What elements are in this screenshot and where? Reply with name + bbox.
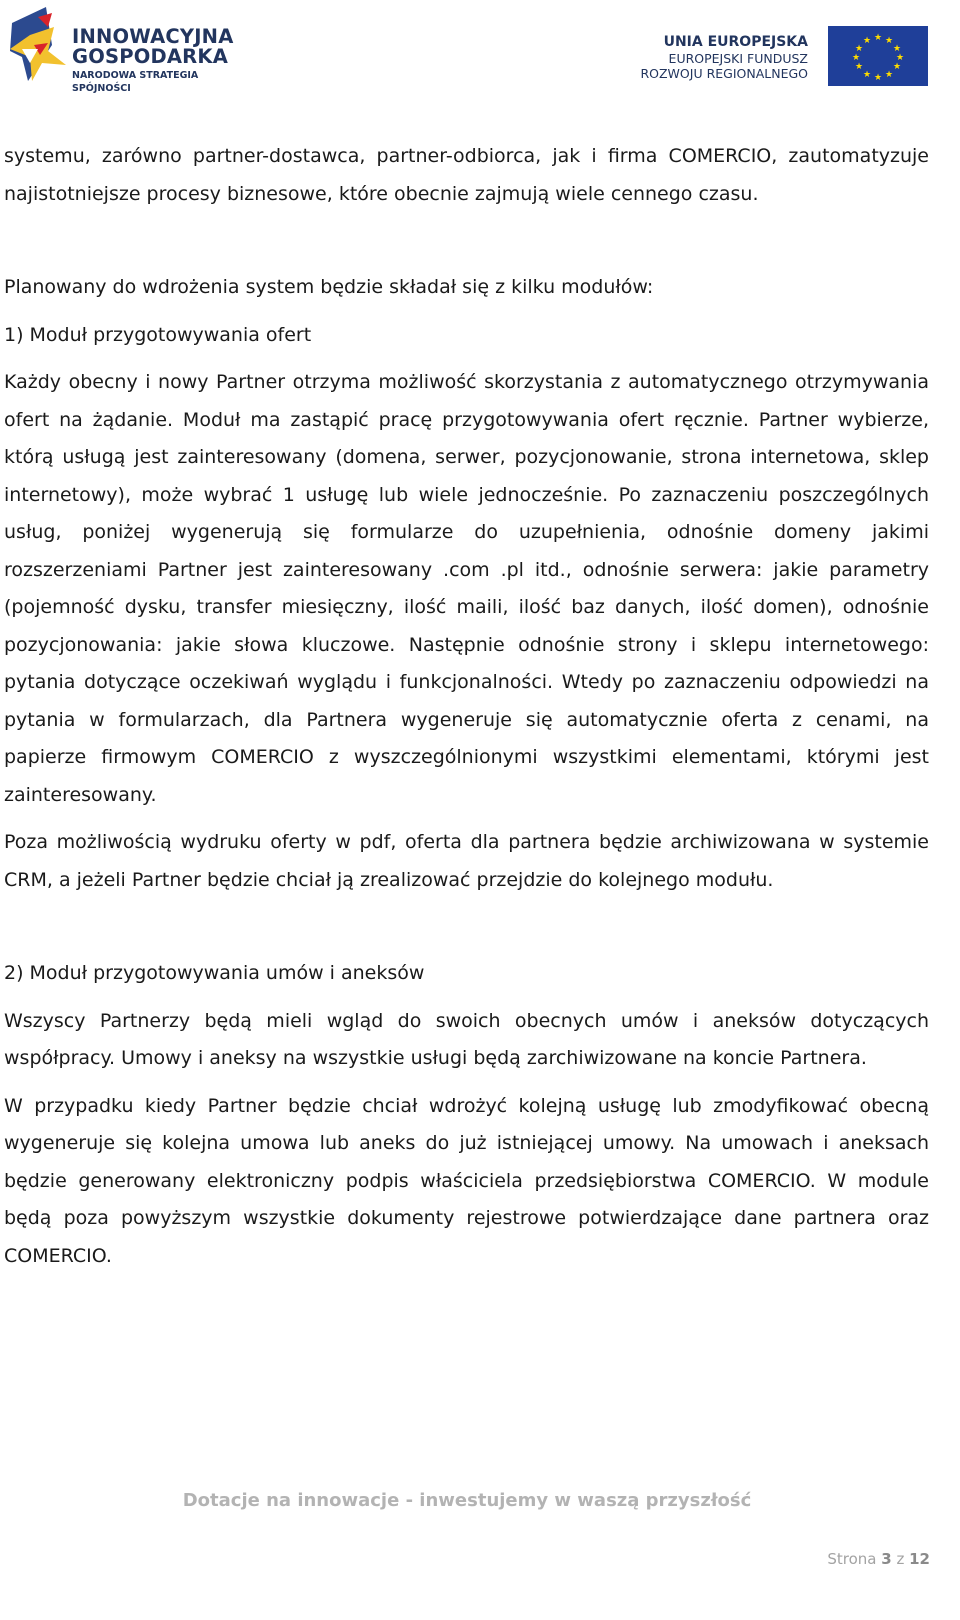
logo-line-1: INNOWACYJNA <box>72 25 234 48</box>
paragraph-contracts-generation: W przypadku kiedy Partner będzie chciał wdrożyć kolejną usługę lub zmodyfikować obecną wygeneruje się kolejna umowa lub aneks do już istniejącej umowy. Na umowach i aneksach będzie generowany elektroniczny podpis właściciela przedsiębiorstwa COMERCIO. W module będą poza powyższym wszystkie dokumenty rejestrowe potwierdzające dane partnera oraz COMERCIO. <box>4 1094 929 1267</box>
paragraph-contracts-access: Wszyscy Partnerzy będą mieli wgląd do swoich obecnych umów i aneksów dotyczących współpracy. Umowy i aneksy na wszystkie usługi będą zarchiwizowane na koncie Partnera. <box>4 1009 929 1069</box>
page-separator: z <box>896 1550 905 1568</box>
page-prefix: Strona <box>827 1550 877 1568</box>
innowacyjna-gospodarka-star-icon <box>8 5 68 83</box>
eu-line-2: EUROPEJSKI FUNDUSZ <box>668 51 808 66</box>
page-total: 12 <box>909 1550 930 1568</box>
svg-text:★: ★ <box>854 62 864 72</box>
eu-line-1: UNIA EUROPEJSKA <box>663 34 808 50</box>
paragraph-intro: systemu, zarówno partner-dostawca, partner-odbiorca, jak i firma COMERCIO, zautomatyzuje najistotniejsze procesy biznesowe, które obecnie zajmują wiele cennego czasu. <box>4 145 929 205</box>
innowacyjna-gospodarka-logo <box>8 5 248 94</box>
page-current: 3 <box>881 1550 892 1568</box>
svg-text:★: ★ <box>884 70 894 80</box>
section-heading-contracts: 2) Moduł przygotowywania umów i aneksów <box>4 962 425 984</box>
document-body <box>4 138 929 1275</box>
eu-flag-icon <box>828 26 928 86</box>
logo-line-3: NARODOWA STRATEGIA SPÓJNOŚCI <box>72 70 199 94</box>
paragraph-modules-intro: Planowany do wdrożenia system będzie składał się z kilku modułów: <box>4 276 654 298</box>
paragraph-offers-module: Każdy obecny i nowy Partner otrzyma możliwość skorzystania z automatycznego otrzymywania ofert na żądanie. Moduł ma zastąpić pracę przygotowywania ofert ręcznie. Partner wybierze, którą usługą jest zainteresowany (domena, serwer, pozycjonowanie, strona internetowa, sklep internetowy), może wybrać 1 usługę lub wiele jednocześnie. Po zaznaczeniu poszczególnych usług, poniżej wygenerują się formularze do uzupełnienia, odnośnie domeny jakimi rozszerzeniami Partner jest zainteresowany .com .pl itd., odnośnie serwera: jakie parametry (pojemność dysku, transfer miesięczny, ilość maili, ilość baz danych, ilość domen), odnośnie pozycjonowania: jakie słowa kluczowe. Następnie odnośnie strony i sklepu internetowego: pytania dotyczące oczekiwań wyglądu i funkcjonalności. Wtedy po zaznaczeniu odpowiedzi na pytania w formularzach, dla Partnera wygeneruje się automatycznie oferta z cenami, na papierze firmowym COMERCIO z wyszczególnionymi wszystkimi elementami, którymi jest zainteresowany. <box>4 371 929 806</box>
paragraph-offers-archive: Poza możliwością wydruku oferty w pdf, oferta dla partnera będzie archiwizowana w systemie CRM, a jeżeli Partner będzie chciał ją zrealizować przejdzie do kolejnego modułu. <box>4 831 929 891</box>
svg-text:★: ★ <box>873 73 883 83</box>
page-header <box>0 0 960 100</box>
svg-text:★: ★ <box>895 53 905 63</box>
logo-line-2: GOSPODARKA <box>72 45 228 68</box>
svg-text:★: ★ <box>862 36 872 46</box>
svg-text:★: ★ <box>854 44 864 54</box>
eu-logo <box>628 20 928 90</box>
svg-text:★: ★ <box>851 53 861 63</box>
eu-line-3: ROZWOJU REGIONALNEGO <box>640 66 808 81</box>
section-heading-offers: 1) Moduł przygotowywania ofert <box>4 323 312 346</box>
footer-slogan: Dotacje na innowacje - inwestujemy w waszą przyszłość <box>182 1490 752 1511</box>
svg-text:★: ★ <box>873 33 883 43</box>
svg-text:★: ★ <box>862 70 872 80</box>
svg-text:★: ★ <box>892 62 902 72</box>
page-number <box>827 1550 930 1568</box>
svg-text:★: ★ <box>884 36 894 46</box>
svg-text:★: ★ <box>892 44 902 54</box>
